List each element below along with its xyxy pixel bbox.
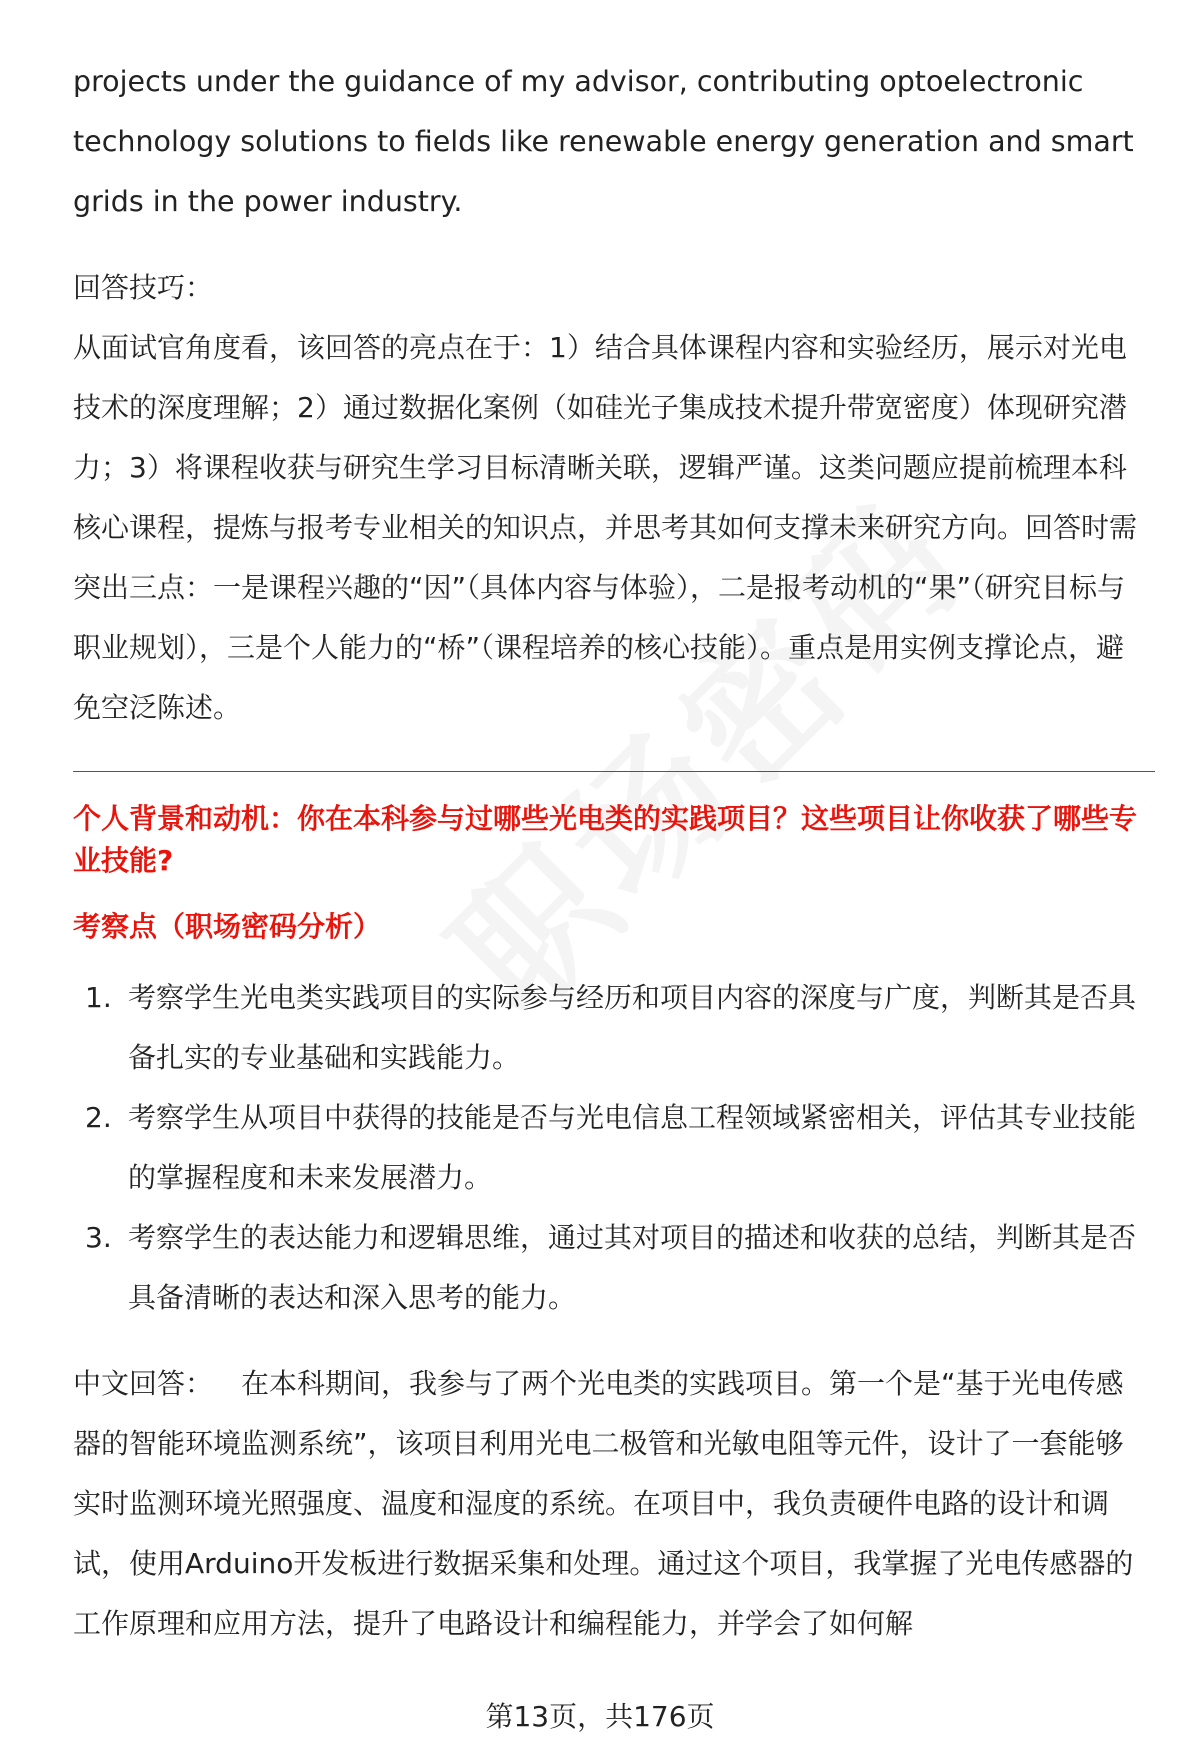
list-item bbox=[73, 1208, 1143, 1328]
page-number-footer: 第13页，共176页 bbox=[485, 1700, 715, 1733]
answer-paragraph bbox=[73, 1354, 1143, 1654]
tips-label: 回答技巧： bbox=[73, 271, 214, 304]
list-item-number: 2. bbox=[85, 1101, 112, 1134]
assessment-points-list bbox=[73, 968, 1143, 1328]
list-item bbox=[73, 968, 1143, 1088]
assessment-points-heading: 考察点（职场密码分析） bbox=[73, 910, 382, 943]
question-heading: 个人背景和动机：你在本科参与过哪些光电类的实践项目？这些项目让你收获了哪些专业技能? bbox=[73, 802, 1138, 877]
list-item-text: 考察学生从项目中获得的技能是否与光电信息工程领域紧密相关，评估其专业技能的掌握程度和未来发展潜力。 bbox=[128, 1101, 1137, 1194]
list-item bbox=[73, 1088, 1143, 1208]
tips-paragraph: 从面试官角度看，该回答的亮点在于：1）结合具体课程内容和实验经历，展示对光电技术的深度理解；2）通过数据化案例（如硅光子集成技术提升带宽密度）体现研究潜力；3）将课程收获与研究生学习目标清晰关联，逻辑严谨。这类问题应提前梳理本科核心课程，提炼与报考专业相关的知识点，并思考其如何支撑未来研究方向。回答时需突出三点：一是课程兴趣的“因”（具体内容与体验），二是报考动机的“果”（研究目标与职业规划），三是个人能力的“桥”（课程培养的核心技能）。重点是用实例支撑论点，避免空泛陈述。 bbox=[73, 331, 1138, 724]
list-item-text: 考察学生光电类实践项目的实际参与经历和项目内容的深度与广度，判断其是否具备扎实的专业基础和实践能力。 bbox=[128, 981, 1137, 1074]
page-content bbox=[73, 52, 1143, 1654]
list-item-number: 3. bbox=[85, 1221, 112, 1254]
section-divider bbox=[73, 771, 1155, 772]
list-item-text: 考察学生的表达能力和逻辑思维，通过其对项目的描述和收获的总结，判断其是否具备清晰的表达和深入思考的能力。 bbox=[128, 1221, 1137, 1314]
list-item-number: 1. bbox=[85, 981, 112, 1014]
answer-text: 在本科期间，我参与了两个光电类的实践项目。第一个是“基于光电传感器的智能环境监测系统”，该项目利用光电二极管和光敏电阻等元件，设计了一套能够实时监测环境光照强度、温度和湿度的系统。在项目中，我负责硬件电路的设计和调试，使用Arduino开发板进行数据采集和处理。通过这个项目，我掌握了光电传感器的工作原理和应用方法，提升了电路设计和编程能力，并学会了如何解 bbox=[73, 1367, 1134, 1640]
intro-paragraph: projects under the guidance of my advisor, contributing optoelectronic technology solutions to fields like renewable energy generation and smart grids in the power industry. bbox=[73, 65, 1134, 218]
answer-label: 中文回答： bbox=[73, 1367, 214, 1400]
